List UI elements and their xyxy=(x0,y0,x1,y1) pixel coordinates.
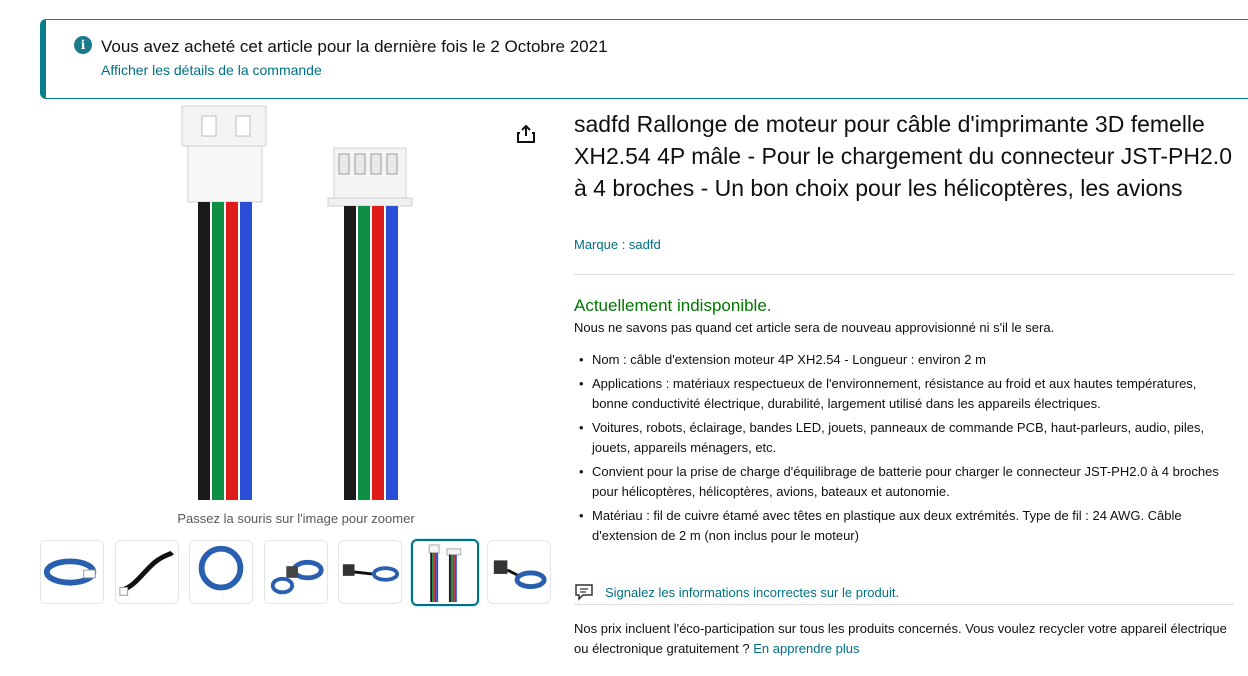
thumbnail-motor-cable-setup[interactable] xyxy=(487,540,551,604)
thumbnail-cables-with-motor[interactable] xyxy=(264,540,328,604)
feature-bullet: • Matériau : fil de cuivre étamé avec têtes en plastique aux deux extrémités. Type de fil : 24 AWG. Câble d'extension de 2 m (non inclus pour le moteur) xyxy=(592,506,1234,546)
zoom-hint: Passez la souris sur l'image pour zoomer xyxy=(177,511,415,526)
share-icon[interactable] xyxy=(515,123,537,145)
feature-bullet: • Applications : matériaux respectueux de l'environnement, résistance au froid et aux hautes températures, bonne conductivité électrique, durabilité, largement utilisé dans les appareils électriques. xyxy=(592,374,1234,414)
thumbnail-blue-cable-coil[interactable] xyxy=(40,540,104,604)
brand-link[interactable]: Marque : sadfd xyxy=(574,237,661,252)
availability-note: Nous ne savons pas quand cet article sera de nouveau approvisionné ni s'il le sera. xyxy=(574,320,1055,335)
product-title: sadfd Rallonge de moteur pour câble d'imprimante 3D femelle XH2.54 4P mâle - Pour le chargement du connecteur JST-PH2.0 à 4 broches - Un bon choix pour les hélicoptères, les avions xyxy=(574,111,1232,201)
thumbnail-motor-with-cable[interactable] xyxy=(338,540,402,604)
thumbnail-connector-wires[interactable] xyxy=(411,539,479,606)
feature-bullets xyxy=(592,350,1234,550)
banner-message: Vous avez acheté cet article pour la dernière fois le 2 Octobre 2021 xyxy=(101,37,608,56)
svg-text:·: · xyxy=(222,594,225,600)
recycling-text: Nos prix incluent l'éco-participation sur tous les produits concernés. Vous voulez recycler votre appareil électrique ou électronique gratuitement ? xyxy=(574,621,1227,656)
info-icon: i xyxy=(74,36,92,54)
feature-bullet: • Voitures, robots, éclairage, bandes LED, jouets, panneaux de commande PCB, haut-parleurs, audio, piles, jouets, appareils ménagers, etc. xyxy=(592,418,1234,458)
report-comment-icon xyxy=(574,583,594,601)
order-details-link[interactable]: Afficher les détails de la commande xyxy=(101,62,322,78)
learn-more-link[interactable]: En apprendre plus xyxy=(753,641,860,656)
divider xyxy=(574,604,1234,605)
report-link-label: Signalez les informations incorrectes sur le produit. xyxy=(605,584,900,600)
report-incorrect-info[interactable] xyxy=(574,583,899,601)
recycling-notice xyxy=(574,619,1234,659)
feature-bullet: • Convient pour la prise de charge d'équilibrage de batterie pour charger le connecteur JST-PH2.0 à 4 broches pour hélicoptères, hélicoptères, avions, bateaux et autonomie. xyxy=(592,462,1234,502)
feature-bullet: • Nom : câble d'extension moteur 4P XH2.54 - Longueur : environ 2 m xyxy=(592,350,1234,370)
purchase-history-banner xyxy=(40,19,1248,99)
divider xyxy=(574,274,1234,275)
availability-status: Actuellement indisponible. xyxy=(574,296,772,315)
main-product-image[interactable] xyxy=(130,104,450,504)
thumbnail-black-cable[interactable] xyxy=(115,540,179,604)
thumbnail-blue-cable-ring[interactable] xyxy=(189,540,253,604)
